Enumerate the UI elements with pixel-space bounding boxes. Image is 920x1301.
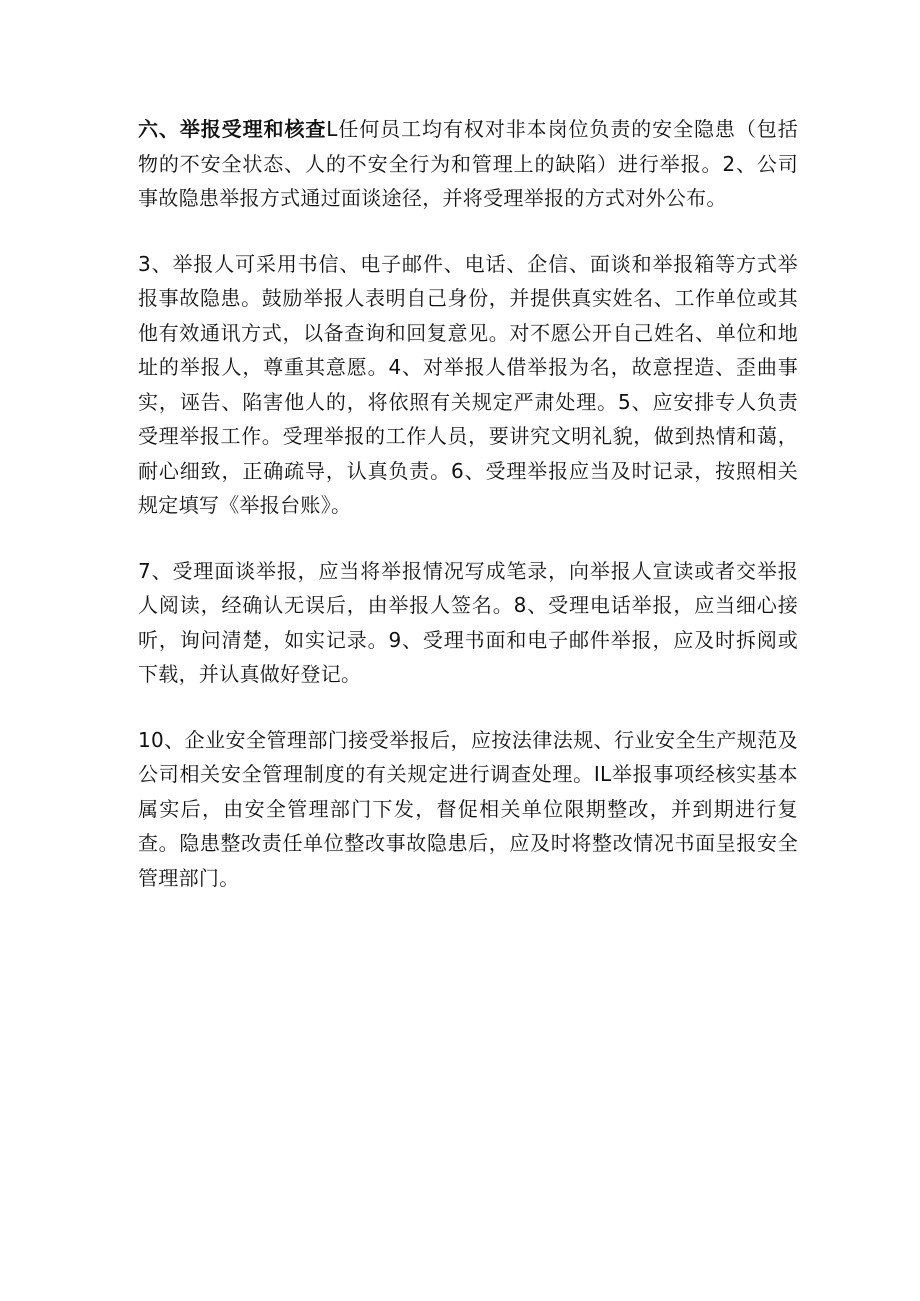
paragraph-2 — [138, 247, 798, 523]
paragraph-3 — [138, 554, 798, 692]
paragraph-1 — [138, 112, 798, 216]
document-body — [138, 112, 798, 926]
paragraph-4 — [138, 723, 798, 896]
paragraph-text: 7、受理面谈举报，应当将举报情况写成笔录，向举报人宣读或者交举报人阅读，经确认无误后，由举报人签名。8、受理电话举报，应当细心接听，询问清楚，如实记录。9、受理书面和电子邮件举报，应及时拆阅或下载，并认真做好登记。 — [138, 558, 798, 686]
paragraph-text: L任何员工均有权对非本岗位负责的安全隐患（包括物的不安全状态、人的不安全行为和管理上的缺陷）进行举报。2、公司事故隐患举报方式通过面谈途径，并将受理举报的方式对外公布。 — [138, 117, 799, 210]
paragraph-text: 10、企业安全管理部门接受举报后，应按法律法规、行业安全生产规范及公司相关安全管理制度的有关规定进行调查处理。IL举报事项经核实基本属实后，由安全管理部门下发，督促相关单位限期整改，并到期进行复查。隐患整改责任单位整改事故隐患后，应及时将整改情况书面呈报安全管理部门。 — [138, 727, 798, 890]
paragraph-text: 3、举报人可采用书信、电子邮件、电话、企信、面谈和举报箱等方式举报事故隐患。鼓励举报人表明自己身份，并提供真实姓名、工作单位或其他有效通讯方式，以备查询和回复意见。对不愿公开自己姓名、单位和地址的举报人，尊重其意愿。4、对举报人借举报为名，故意捏造、歪曲事实，诬告、陷害他人的，将依照有关规定严肃处理。5、应安排专人负责受理举报工作。受理举报的工作人员，要讲究文明礼貌，做到热情和蔼，耐心细致，正确疏导，认真负责。6、受理举报应当及时记录，按照相关规定填写《举报台账》。 — [138, 251, 798, 517]
section-heading: 六、举报受理和核查 — [138, 117, 327, 141]
